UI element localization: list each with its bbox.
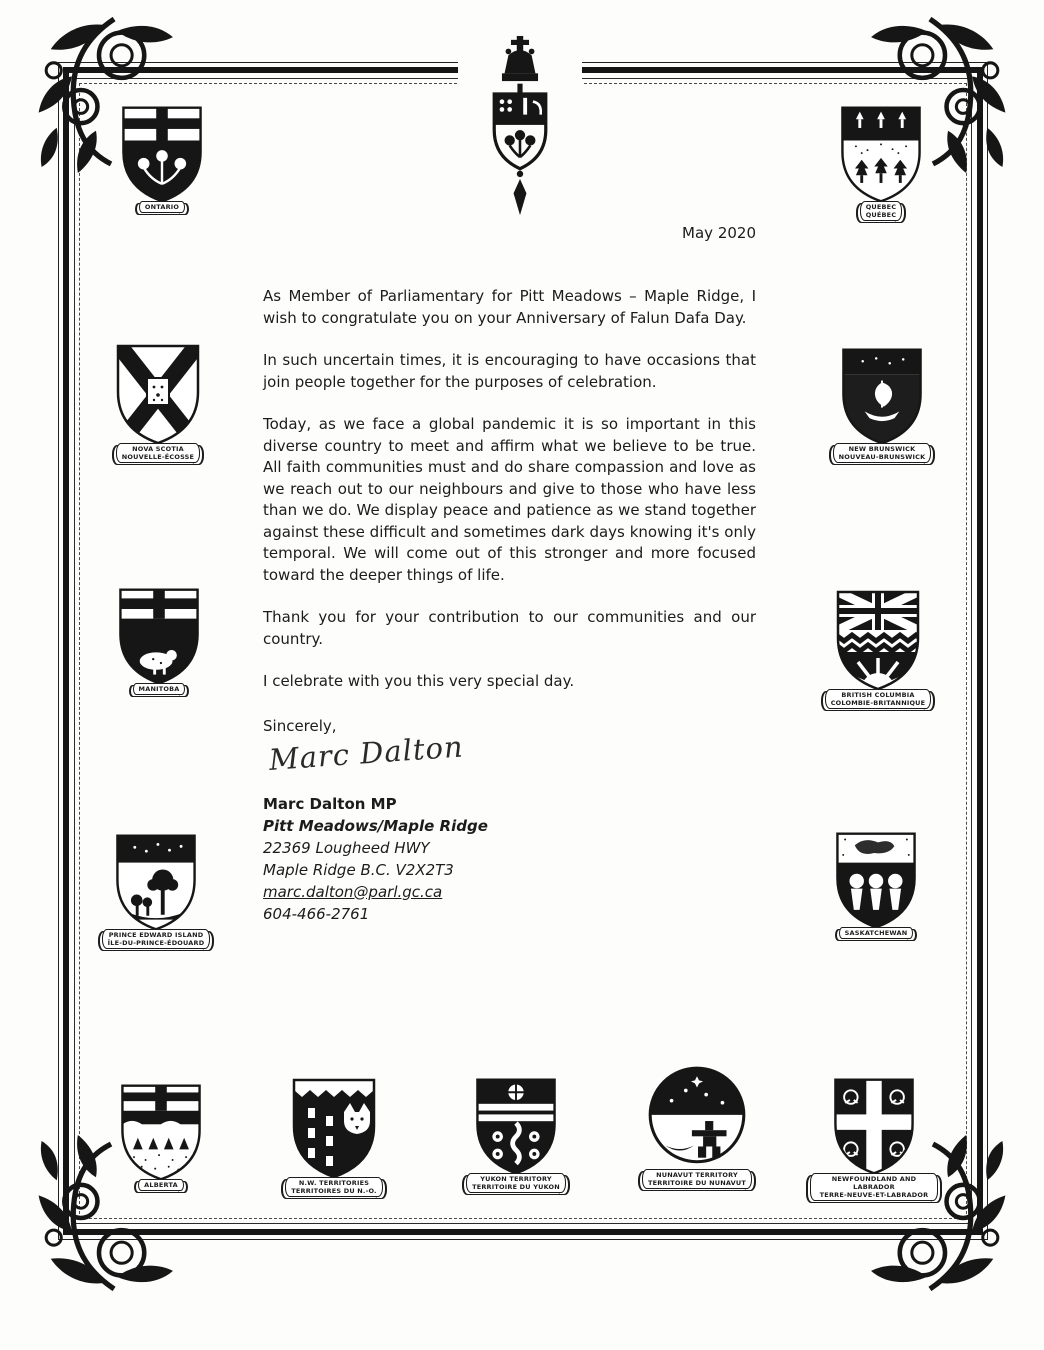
crest-label: BRITISH COLUMBIA: [841, 691, 915, 699]
crest-new-brunswick: [818, 342, 946, 463]
signer-address-line1: 22369 Lougheed HWY: [263, 838, 430, 857]
paragraph-pandemic: Today, as we face a global pandemic it is so important in this diverse country to meet and affirm what we believe to be true. All faith communities must and do share compassion and love as we reach out to our neighbours and give to those who have less than we do. We display peace and patience as we stand together against these difficult and sometimes dark days knowing it's only temporal. We will come out of this stronger and more focused toward the deeper things of life.: [263, 415, 756, 584]
crest-label-fr: TERRITOIRES DU N.-O.: [291, 1187, 377, 1196]
crest-label: NOVA SCOTIA: [132, 445, 184, 453]
signer-phone: 604-466-2761: [263, 904, 370, 923]
signature-block: [263, 793, 756, 925]
crest-manitoba: [95, 582, 223, 695]
crest-label-fr: NOUVEAU-BRUNSWICK: [838, 453, 926, 462]
crest-label: N.W. TERRITORIES: [298, 1179, 370, 1187]
crest-label-fr: COLOMBIE-BRITANNIQUE: [830, 699, 926, 708]
crest-british-columbia-banner: [825, 689, 932, 709]
signer-name: Marc Dalton MP: [263, 794, 397, 813]
crest-nwt: [270, 1072, 398, 1197]
crest-label-fr: TERRITOIRE DU NUNAVUT: [647, 1179, 746, 1188]
crest-quebec-banner: [860, 201, 903, 221]
crest-label-fr: TERRITOIRE DU YUKON: [472, 1183, 560, 1192]
paragraph-celebrate: I celebrate with you this very special day.: [263, 672, 575, 690]
crest-label: NEWFOUNDLAND AND LABRADOR: [831, 1175, 917, 1192]
crest-label: PRINCE EDWARD ISLAND: [108, 931, 204, 939]
crest-nunavut-banner: [642, 1169, 752, 1189]
crest-label-fr: ÎLE-DU-PRINCE-ÉDOUARD: [107, 939, 205, 948]
crest-label-fr: QUÉBEC: [865, 211, 897, 220]
crest-nunavut: [633, 1062, 761, 1189]
crest-pei: [92, 828, 220, 949]
corner-flourish-icon: [26, 10, 178, 176]
crest-manitoba-banner: [133, 683, 186, 695]
crest-ontario-banner: [139, 201, 185, 213]
crest-label: NUNAVUT TERRITORY: [656, 1171, 738, 1179]
crest-label: MANITOBA: [138, 685, 180, 693]
crest-new-brunswick-banner: [833, 443, 932, 463]
royal-arms-pendant: [458, 34, 582, 242]
paragraph-thanks: Thank you for your contribution to our communities and our country.: [263, 608, 756, 648]
corner-flourish-icon: [866, 1132, 1018, 1298]
paragraph-intro: As Member of Parliamentary for Pitt Meadows – Maple Ridge, I wish to congratulate you on your Anniversary of Falun Dafa Day.: [263, 287, 756, 327]
signer-address-line2: Maple Ridge B.C. V2X2T3: [263, 860, 454, 879]
signer-riding: Pitt Meadows/Maple Ridge: [263, 816, 488, 835]
crest-label-fr: NOUVELLE-ÉCOSSE: [121, 453, 195, 462]
signer-email: marc.dalton@parl.gc.ca: [263, 882, 443, 901]
crest-british-columbia: [814, 584, 942, 709]
letter-body: [263, 224, 756, 925]
crest-nova-scotia: [94, 338, 222, 463]
crest-saskatchewan-banner: [839, 927, 914, 939]
corner-flourish-icon: [26, 1132, 178, 1298]
crest-label: YUKON TERRITORY: [480, 1175, 552, 1183]
corner-flourish-icon: [866, 10, 1018, 176]
crest-yukon-banner: [466, 1173, 566, 1193]
crest-label: SASKATCHEWAN: [844, 929, 908, 937]
crest-label: NEW BRUNSWICK: [848, 445, 916, 453]
crest-saskatchewan: [812, 826, 940, 939]
royal-arms-icon: [462, 34, 578, 239]
crest-nova-scotia-banner: [116, 443, 200, 463]
crest-label-fr: TERRE-NEUVE-ET-LABRADOR: [819, 1191, 929, 1200]
crest-yukon: [452, 1072, 580, 1193]
crest-label: ONTARIO: [144, 203, 180, 211]
crest-nwt-banner: [285, 1177, 382, 1197]
crest-label: QUEBEC: [865, 203, 897, 211]
crest-label: ALBERTA: [144, 1181, 178, 1189]
handwritten-signature: Marc Dalton: [267, 728, 465, 777]
crest-pei-banner: [102, 929, 211, 949]
letter-date: May 2020: [682, 224, 756, 242]
letter-closing: Sincerely,: [263, 716, 337, 735]
paragraph-uncertain-times: In such uncertain times, it is encouraging to have occasions that join people together for the purposes of celebration.: [263, 351, 756, 391]
